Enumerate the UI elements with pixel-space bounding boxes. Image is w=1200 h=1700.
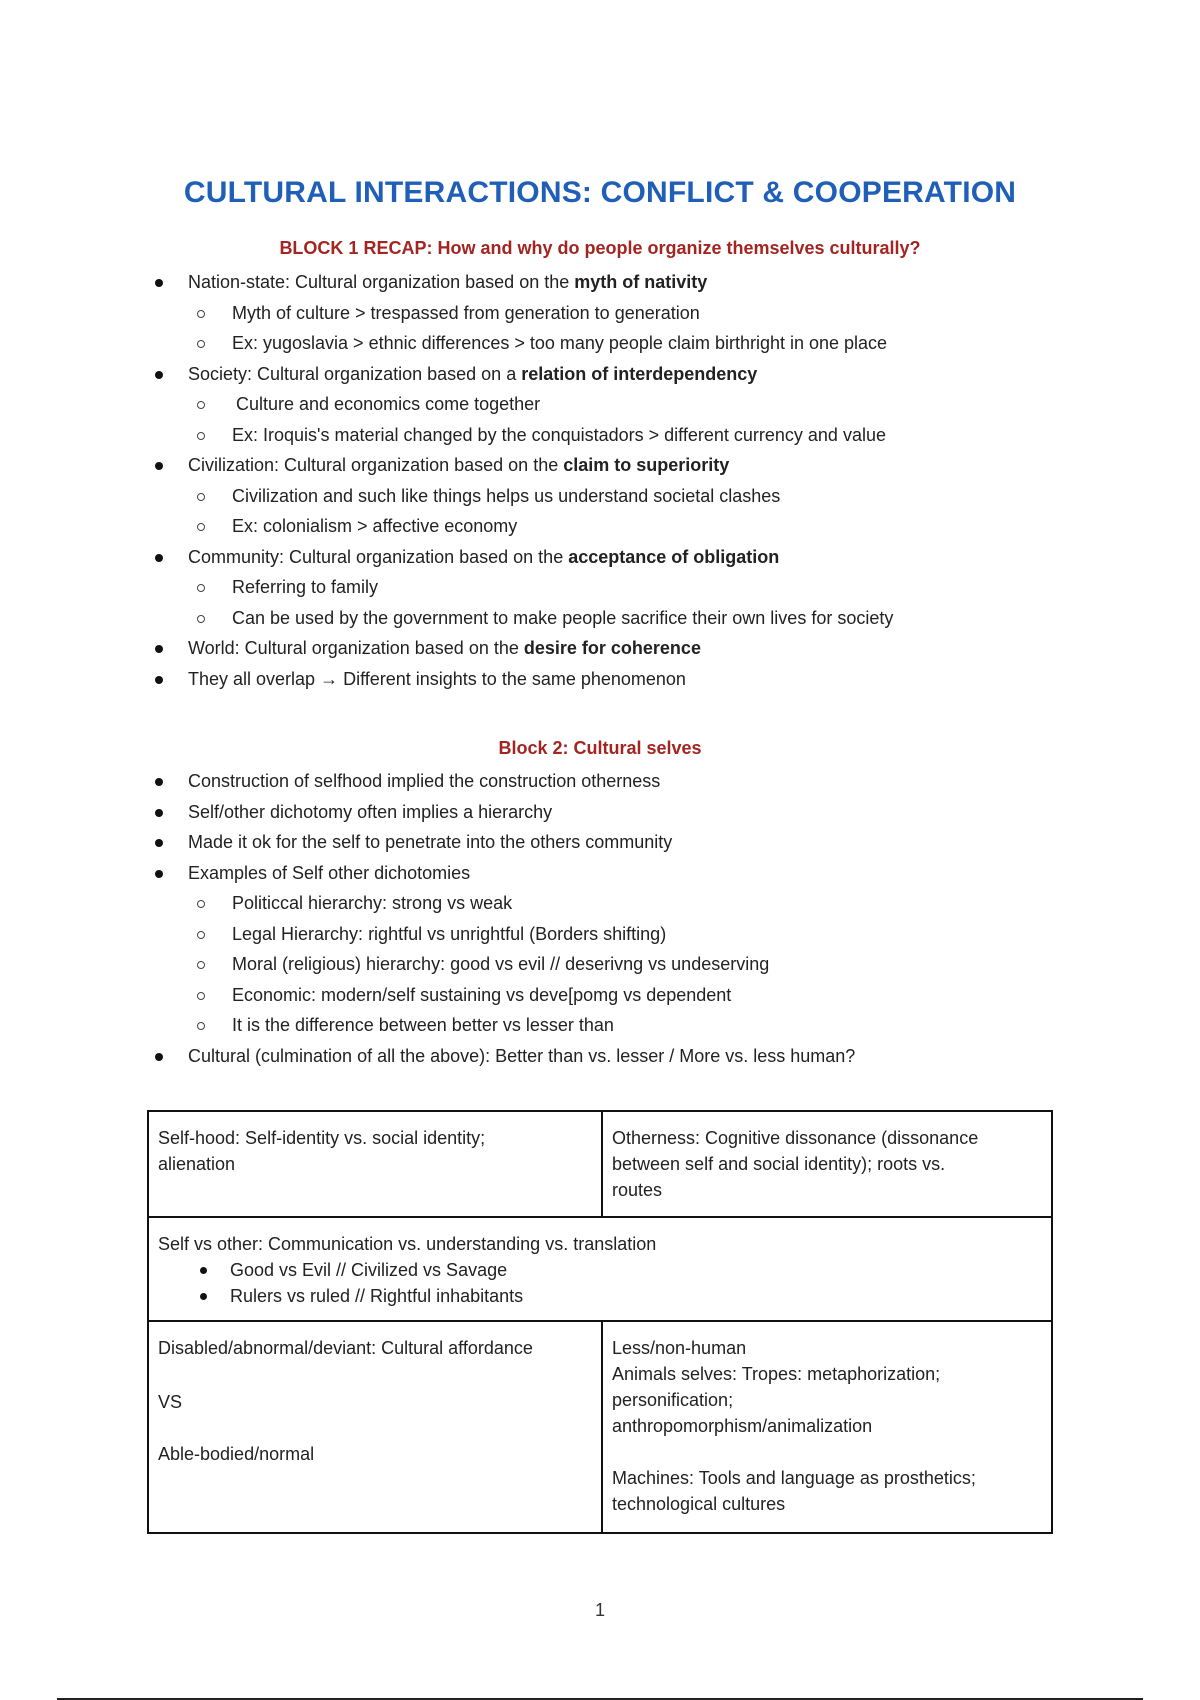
page-number: 1 [594, 1600, 605, 1620]
list-item: Examples of Self other dichotomies [0, 858, 1200, 889]
list-item: World: Cultural organization based on the desire for coherence [0, 633, 1200, 664]
list-item: Society: Cultural organization based on a relation of interdependency [0, 359, 1200, 390]
document-title: CULTURAL INTERACTIONS: CONFLICT & COOPERATION [183, 176, 1017, 209]
sub-list-item: It is the difference between better vs lesser than [0, 1010, 1200, 1041]
block1-list [0, 267, 1200, 694]
sub-list-item: Referring to family [0, 572, 1200, 603]
list-item: Made it ok for the self to penetrate into the others community [0, 827, 1200, 858]
list-item: Cultural (culmination of all the above): Better than vs. lesser / More vs. less human? [0, 1041, 1200, 1072]
sub-list-item: Ex: yugoslavia > ethnic differences > too many people claim birthright in one place [0, 328, 1200, 359]
block1-heading: BLOCK 1 RECAP: How and why do people organize themselves culturally? [279, 238, 921, 258]
list-item: Self/other dichotomy often implies a hierarchy [0, 797, 1200, 828]
table-cell-non-human: Less/non-human Animals selves: Tropes: metaphorization; personification; anthropomorphism/animalization Machines: Tools and language as prosthetics; technological cultures [602, 1321, 1052, 1533]
table-row [148, 1217, 1052, 1321]
sub-list-item: Economic: modern/self sustaining vs deve[pomg vs dependent [0, 980, 1200, 1011]
sub-list-item: Culture and economics come together [0, 389, 1200, 420]
list-item: Community: Cultural organization based on the acceptance of obligation [0, 542, 1200, 573]
list-item: Good vs Evil // Civilized vs Savage [158, 1257, 1042, 1283]
block2-heading: Block 2: Cultural selves [498, 738, 702, 758]
sub-list-item: Moral (religious) hierarchy: good vs evil // deserivng vs undeserving [0, 949, 1200, 980]
table-row [148, 1111, 1052, 1217]
block2-list [0, 766, 1200, 1071]
list-item: Rulers vs ruled // Rightful inhabitants [158, 1283, 1042, 1309]
sub-list-item: Politiccal hierarchy: strong vs weak [0, 888, 1200, 919]
sub-list-item: Myth of culture > trespassed from generation to generation [0, 298, 1200, 329]
table-row [148, 1321, 1052, 1533]
list-item: Civilization: Cultural organization based on the claim to superiority [0, 450, 1200, 481]
sub-list-item: Ex: Iroquis's material changed by the conquistadors > different currency and value [0, 420, 1200, 451]
sub-list-item: Can be used by the government to make people sacrifice their own lives for society [0, 603, 1200, 634]
list-item: Nation-state: Cultural organization based on the myth of nativity [0, 267, 1200, 298]
table-cell-self-vs-other: Self vs other: Communication vs. understanding vs. translation Good vs Evil // Civilized vs Savage Rulers vs ruled // Rightful inhabitants [148, 1217, 1052, 1321]
sub-list-item: Legal Hierarchy: rightful vs unrightful (Borders shifting) [0, 919, 1200, 950]
sub-list-item: Ex: colonialism > affective economy [0, 511, 1200, 542]
table-bullet-list [158, 1257, 1042, 1309]
summary-table [147, 1110, 1053, 1534]
table-cell-disabled: Disabled/abnormal/deviant: Cultural affordance VS Able-bodied/normal [148, 1321, 602, 1533]
list-item: Construction of selfhood implied the construction otherness [0, 766, 1200, 797]
table-cell-otherness: Otherness: Cognitive dissonance (dissonance between self and social identity); roots vs. routes [602, 1111, 1052, 1217]
sub-list-item: Civilization and such like things helps us understand societal clashes [0, 481, 1200, 512]
table-cell-selfhood: Self-hood: Self-identity vs. social identity; alienation [148, 1111, 602, 1217]
list-item: They all overlap → Different insights to the same phenomenon [0, 664, 1200, 695]
